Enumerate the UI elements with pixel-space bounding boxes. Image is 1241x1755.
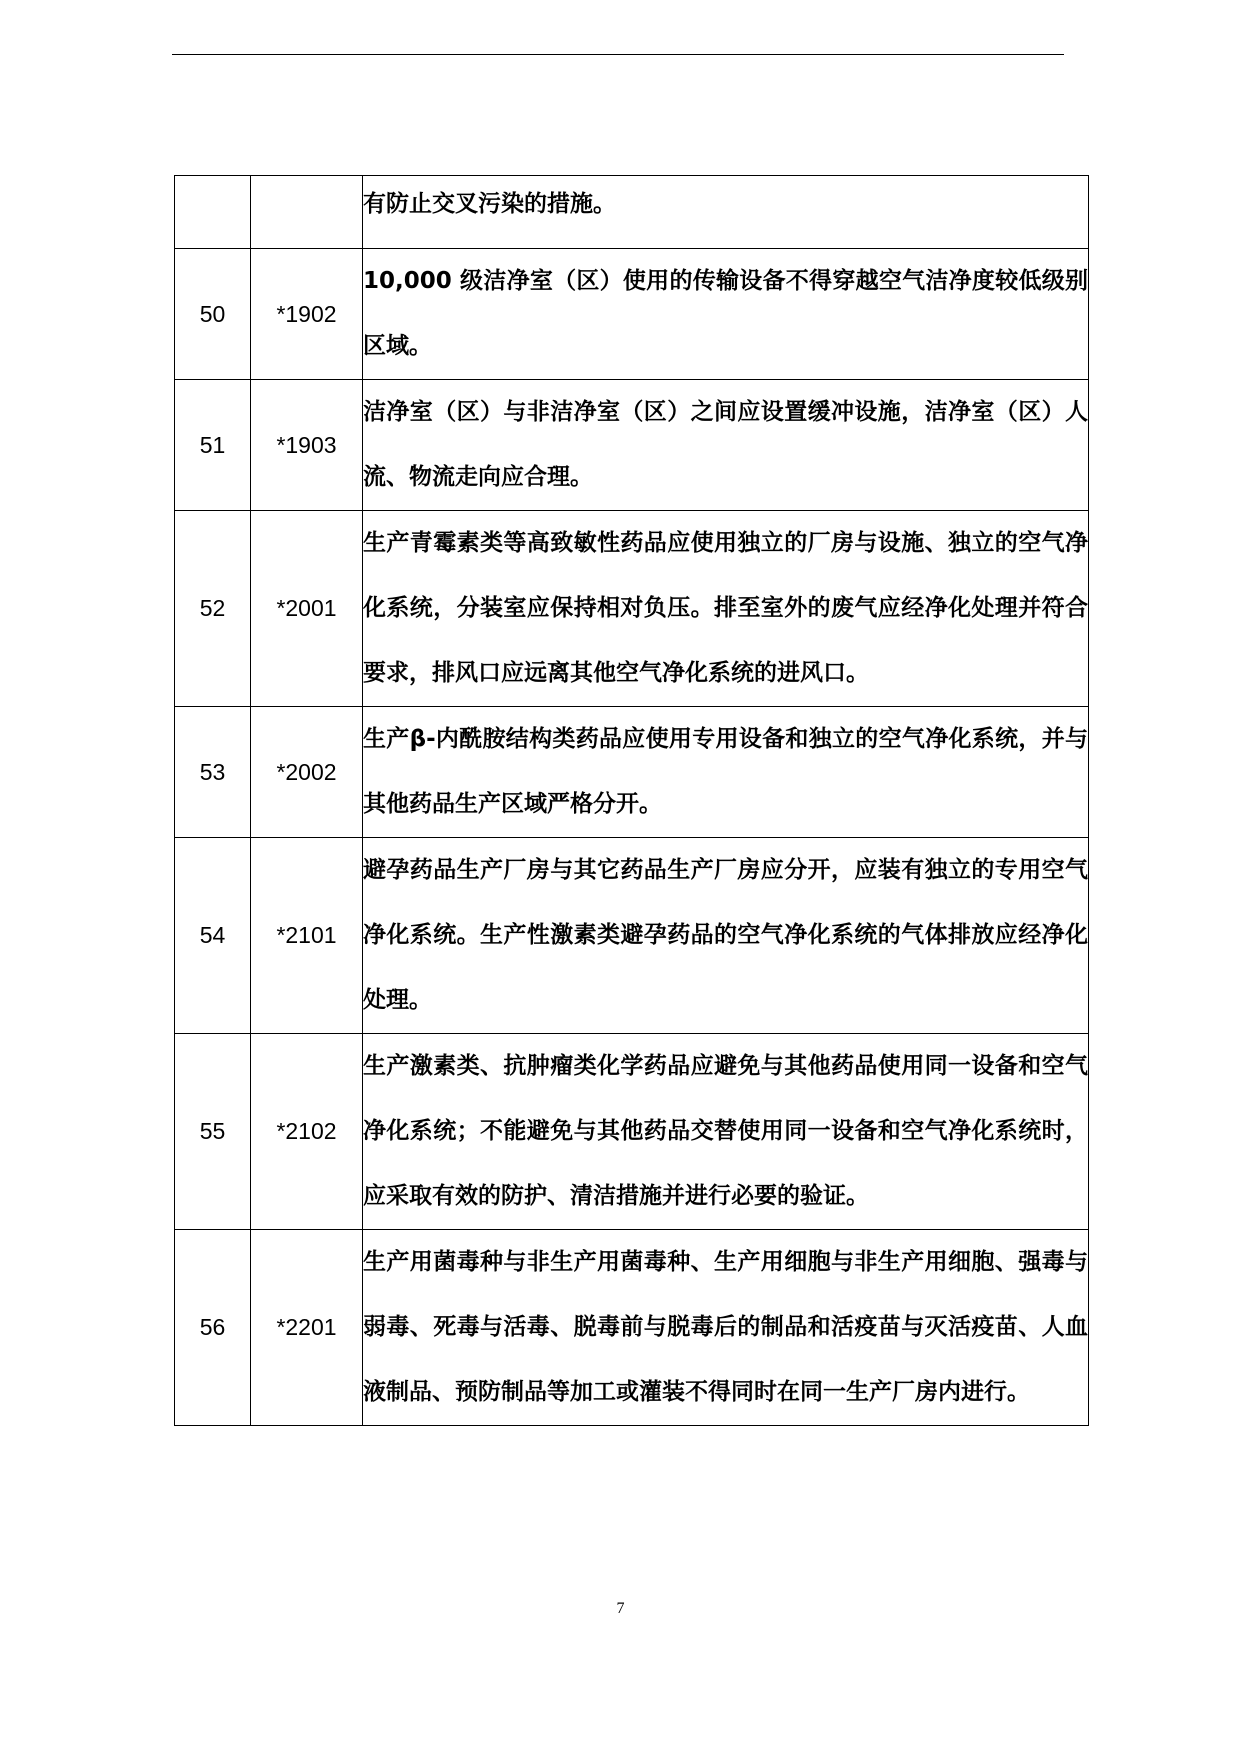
row-text: 避孕药品生产厂房与其它药品生产厂房应分开，应装有独立的专用空气净化系统。生产性激素类避孕药品的空气净化系统的气体排放应经净化处理。 bbox=[363, 838, 1089, 1034]
requirements-table bbox=[174, 175, 1089, 1426]
row-seq: 54 bbox=[175, 838, 251, 1034]
row-code: *2102 bbox=[251, 1034, 363, 1230]
row-seq: 51 bbox=[175, 380, 251, 511]
row-seq: 52 bbox=[175, 511, 251, 707]
table-row bbox=[175, 176, 1089, 249]
row-text: 生产激素类、抗肿瘤类化学药品应避免与其他药品使用同一设备和空气净化系统；不能避免与其他药品交替使用同一设备和空气净化系统时，应采取有效的防护、清洁措施并进行必要的验证。 bbox=[363, 1034, 1089, 1230]
row-text: 生产用菌毒种与非生产用菌毒种、生产用细胞与非生产用细胞、强毒与弱毒、死毒与活毒、脱毒前与脱毒后的制品和活疫苗与灭活疫苗、人血液制品、预防制品等加工或灌装不得同时在同一生产厂房内进行。 bbox=[363, 1230, 1089, 1426]
table-row bbox=[175, 1034, 1089, 1230]
table-row bbox=[175, 380, 1089, 511]
header-rule bbox=[172, 54, 1064, 55]
row-code: *1903 bbox=[251, 380, 363, 511]
table-row bbox=[175, 838, 1089, 1034]
row-text: 生产青霉素类等高致敏性药品应使用独立的厂房与设施、独立的空气净化系统，分装室应保持相对负压。排至室外的废气应经净化处理并符合要求，排风口应远离其他空气净化系统的进风口。 bbox=[363, 511, 1089, 707]
row-seq: 56 bbox=[175, 1230, 251, 1426]
row-text: 有防止交叉污染的措施。 bbox=[363, 176, 1089, 249]
table-row bbox=[175, 707, 1089, 838]
table-row bbox=[175, 511, 1089, 707]
row-seq: 50 bbox=[175, 249, 251, 380]
row-seq: 55 bbox=[175, 1034, 251, 1230]
row-code bbox=[251, 176, 363, 249]
row-code: *2002 bbox=[251, 707, 363, 838]
row-text: 10,000 级洁净室（区）使用的传输设备不得穿越空气洁净度较低级别区域。 bbox=[363, 249, 1089, 380]
table-row bbox=[175, 1230, 1089, 1426]
row-code: *1902 bbox=[251, 249, 363, 380]
row-code: *2001 bbox=[251, 511, 363, 707]
row-code: *2101 bbox=[251, 838, 363, 1034]
row-seq: 53 bbox=[175, 707, 251, 838]
row-text: 生产β-内酰胺结构类药品应使用专用设备和独立的空气净化系统，并与其他药品生产区域严格分开。 bbox=[363, 707, 1089, 838]
row-text: 洁净室（区）与非洁净室（区）之间应设置缓冲设施，洁净室（区）人流、物流走向应合理。 bbox=[363, 380, 1089, 511]
table-row bbox=[175, 249, 1089, 380]
row-code: *2201 bbox=[251, 1230, 363, 1426]
page-number: 7 bbox=[616, 1600, 625, 1617]
row-seq bbox=[175, 176, 251, 249]
